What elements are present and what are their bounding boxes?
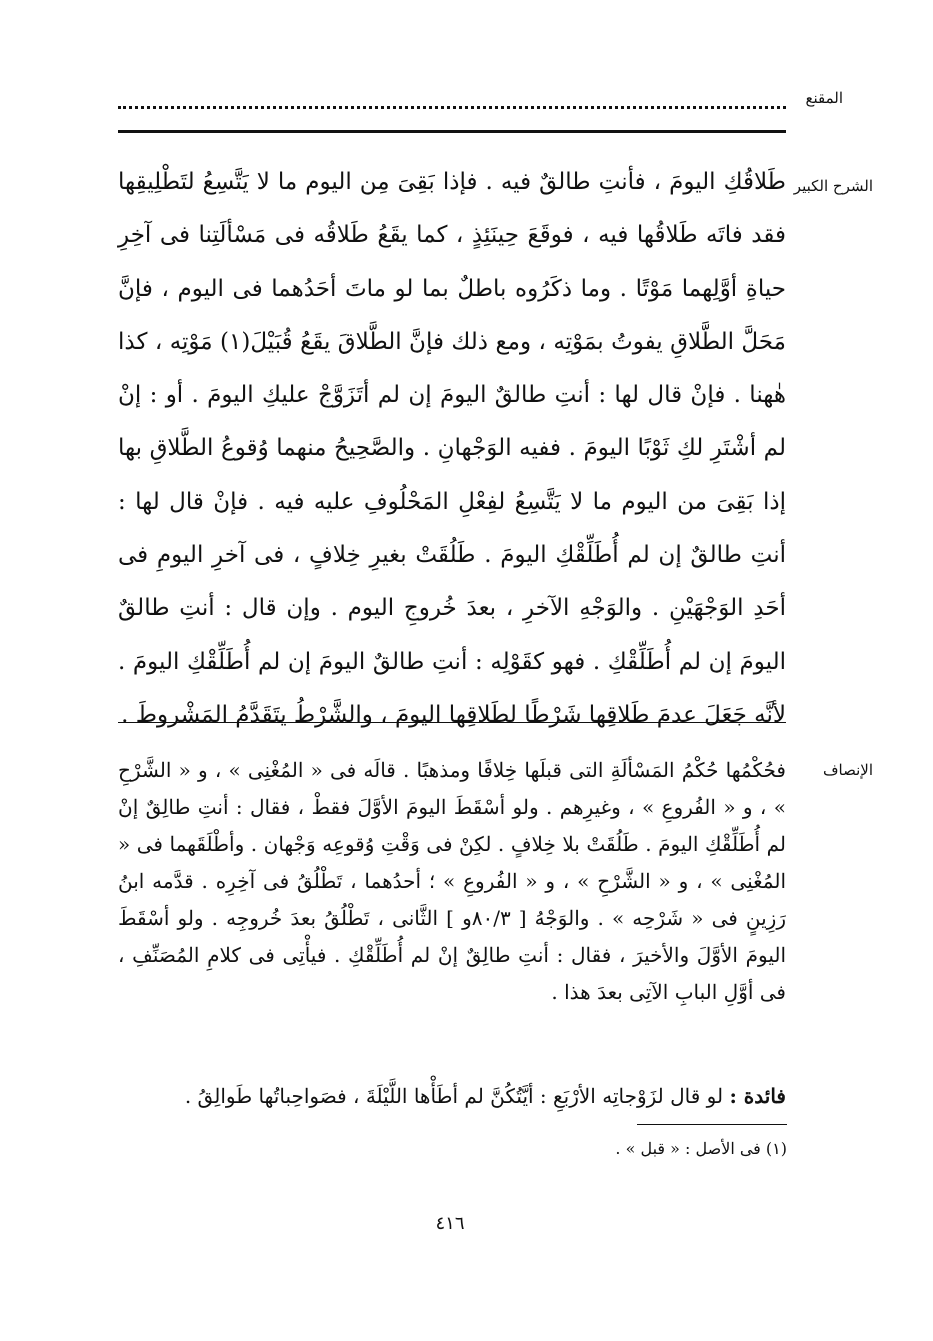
section-divider <box>118 722 786 723</box>
side-label-sharh: الشرح الكبير <box>793 177 873 195</box>
insaf-text: فحُكْمُها حُكْمُ المَسْألَةِ التى قبلَها خِلافًا ومذهبًا . قالَه فى « المُغْنِى » ، و « الشَّرْحِ » ، و « الفُروعِ » ، وغيرِهم . ولو أسْقَطَ اليومَ الأوَّلَ فقطْ ، فقال : أنتِ طالِقٌ إنْ لم أُطَلِّقْكِ اليومَ . طَلُقَتْ بلا خِلافٍ . لكِنْ فى وَقْتِ وُقوعِه وَجْهان . وأطْلَقَهما فى « المُغْنِى » ، و « الشَّرْحِ » ، و « الفُروعِ » ؛ أحدُهما ، تَطْلُقُ فى آخِرِه . قدَّمه ابنُ رَزِينٍ فى « شَرْحِه » . والوَجْهُ [ ٨٠/٣و ] الثَّانى ، تَطْلُقُ بعدَ خُروجِه . ولو أسْقَطَ اليومَ الأوَّلَ والأخيرَ ، فقال : أنتِ طالِقٌ إنْ لم أُطَلِّقْكِ . فيأْتِى فى كلامِ المُصَنِّفِ ، فى أوَّلِ البابِ الآتِى بعدَ هذا . <box>118 758 786 1004</box>
footnote: (١) فى الأصل : « قبل » . <box>615 1139 787 1158</box>
header-rule <box>118 130 786 133</box>
faida-text: لو قال لزَوْجاتِه الأرْبَعِ : أيَّتُكُنَّ لم أطَأْها اللَّيْلَةَ ، فصَواحِباتُها طَوالِقُ . <box>184 1084 724 1108</box>
faida-paragraph <box>118 1078 786 1115</box>
sharh-text: طَلاقُكِ اليومَ ، فأنتِ طالقٌ فيه . فإذا بَقِىَ مِن اليوم ما لا يَتَّسِعُ لتَطْلِيقِها فقد فاتَه طَلاقُها فيه ، فوقَعَ حِينَئِذٍ ، كما يقَعُ طَلاقُه فى مَسْألَتِنا فى آخِرِ حياةِ أوَّلِهما مَوْتًا . وما ذكَرُوه باطلٌ بما لو ماتَ أحَدُهما فى اليوم ، فإنَّ مَحَلَّ الطَّلاقِ يفوتُ بمَوْتِه ، ومع ذلك فإنَّ الطَّلاقَ يقَعُ قُبَيْلَ(١) مَوْتِه ، كذا هٰهنا . فإنْ قال لها : أنتِ طالقٌ اليومَ إن لم أتَزَوَّجْ عليكِ اليومَ . أو : إنْ لم أشْتَرِ لكِ ثَوْبًا اليومَ . ففيه الوَجْهانِ . والصَّحِيحُ منهما وُقوعُ الطَّلاقِ بها إذا بَقِىَ من اليوم ما لا يَتَّسِعُ لفِعْلِ المَحْلُوفِ عليه فيه . فإنْ قال لها : أنتِ طالقٌ إن لم أُطَلِّقْكِ اليومَ . طَلُقَتْ بغيرِ خِلافٍ ، فى آخرِ اليومِ فى أحَدِ الوَجْهَيْنِ . والوَجْهِ الآخرِ ، بعدَ خُروجِ اليوم . وإن قال : أنتِ طالقٌ اليومَ إن لم أُطَلِّقْكِ . فهو كقَوْلِه : أنتِ طالقٌ اليومَ إن لم أُطَلِّقْكِ اليومَ . لأنَّه جَعَلَ عدمَ طَلاقِها شَرْطًا لطَلاقِها اليومَ ، والشَّرْطُ يتَقَدَّمُ المَشْروطَ . <box>118 169 786 728</box>
header-dotted-leader <box>118 90 786 109</box>
faida-label: فائدة : <box>729 1084 786 1108</box>
side-label-insaf: الإنصاف <box>822 761 873 779</box>
footnote-rule <box>637 1124 787 1125</box>
page-number: ٤١٦ <box>435 1213 465 1234</box>
running-header-title: المقنع <box>805 89 843 107</box>
